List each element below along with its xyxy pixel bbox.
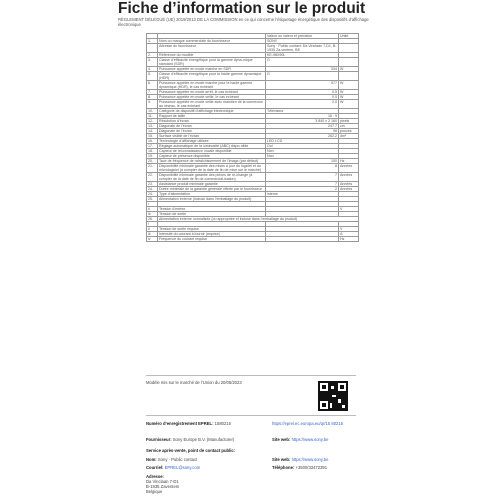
row-label: Classe d’efficacité énergétique pour la haute gamme dynamique (HDR) xyxy=(158,72,266,81)
row-number: 24. xyxy=(147,192,158,197)
row-number: 9. xyxy=(147,100,158,109)
row-unit: W xyxy=(339,81,359,90)
row-number: 20. xyxy=(147,159,158,164)
row-unit: Années xyxy=(339,182,359,187)
header-value: Valeur ou valeur et précision xyxy=(266,34,339,39)
row-value: 7 xyxy=(266,173,339,182)
qr-code xyxy=(318,381,348,411)
row-number: 1. xyxy=(147,39,158,44)
site2-label: Site web: xyxy=(272,457,291,462)
row-label: Réglage automatique de la luminosité (ABC) dispo-nible xyxy=(158,144,266,149)
row-label: Tension d’entrée xyxy=(158,207,266,212)
row-number: 12. xyxy=(147,119,158,124)
row-number: 26. xyxy=(147,217,158,222)
row-number: 21. xyxy=(147,164,158,173)
row-label: Classe d’efficacité énergétique pour la gamme dyna-mique standard (SDR) xyxy=(158,58,266,67)
row-label: Référence du modèle xyxy=(158,53,266,58)
eprel-link[interactable]: https://eprel.ec.europa.eu/qr/15 80215 xyxy=(272,421,344,426)
row-label: Puissance appelée en mode veille, le cas échéant xyxy=(158,95,266,100)
row-value: SONY xyxy=(266,39,339,44)
site2-link[interactable]: https://www.sony.be xyxy=(291,457,329,462)
site2-line xyxy=(272,457,329,462)
row-unit: pouces xyxy=(339,129,359,134)
row-label: Tension de sortie requise xyxy=(158,227,266,232)
row-label: Durée minimale de la garantie générale offerte par le fournisseur xyxy=(158,187,266,192)
row-unit: A xyxy=(339,232,359,237)
row-value: Sony · Public contact: Da Vinclaan 7-D1, B-1935 Za-ventem, BE xyxy=(266,44,339,53)
row-number: 17. xyxy=(147,144,158,149)
row-label: Type d’alimentation xyxy=(158,192,266,197)
row-number: ii xyxy=(147,207,158,212)
divider xyxy=(146,415,356,416)
name-label: Nom: xyxy=(146,457,157,462)
row-number: 15. xyxy=(147,134,158,139)
row-value: 2 xyxy=(266,187,339,192)
row-value: Non xyxy=(266,154,339,159)
email-line xyxy=(146,465,200,470)
row-unit: Années xyxy=(339,187,359,192)
row-number: 25. xyxy=(147,197,158,202)
table-row xyxy=(147,173,359,182)
row-value: G xyxy=(266,72,339,81)
email-label: Courriel: xyxy=(146,465,164,470)
row-label: Puissance appelée en mode marche pour la haute gamme dynamique (HDR), le cas échéant xyxy=(158,81,266,90)
row-label: Alimentation externe (incluse dans l’emballage du produit) xyxy=(158,197,266,202)
eprel-line xyxy=(146,421,231,426)
supplier-value: Sony Europe B.V. (Manufacturer) xyxy=(172,437,235,442)
row-value: 0.5 xyxy=(266,90,339,95)
row-label: Nom ou marque commerciale du fournisseur xyxy=(158,39,266,44)
row-unit: V xyxy=(339,227,359,232)
row-number: 24. xyxy=(147,187,158,192)
row-label: Disponibilité minimale garantie des mises à jour du logiciel et du micrologiciel (à compter de la date de fin de mise sur le marché) xyxy=(158,164,266,173)
row-label: Surface visible de l’écran xyxy=(158,134,266,139)
row-number: 7. xyxy=(147,90,158,95)
row-number: 8. xyxy=(147,95,158,100)
row-value: 100 xyxy=(266,159,339,164)
site-link[interactable]: https://www.sony.be xyxy=(291,437,329,442)
row-label: Diagonale de l’écran xyxy=(158,129,266,134)
row-unit xyxy=(339,44,359,53)
address-line-2: B-1935 Zaventem xyxy=(146,484,180,489)
row-label: Disponibilité minimale garantie des pièces de re-change (à compter de la date de fin de commercial-isation) xyxy=(158,173,266,182)
row-number: 3. xyxy=(147,58,158,67)
sub-row xyxy=(147,237,359,242)
row-unit: dm² xyxy=(339,134,359,139)
row-unit xyxy=(339,58,359,67)
row-label: Fréquence du courant requise xyxy=(158,237,266,242)
page-title: Fiche d’information sur le produit xyxy=(118,0,366,17)
row-number: 10. xyxy=(147,109,158,114)
table-row xyxy=(147,100,359,109)
site-line xyxy=(272,437,329,442)
row-number: iv xyxy=(147,237,158,242)
row-number: 6. xyxy=(147,81,158,90)
row-number: iii xyxy=(147,232,158,237)
row-label: Rapport de taille xyxy=(158,114,266,119)
spec-table xyxy=(146,33,359,242)
row-number xyxy=(147,44,158,53)
address-block xyxy=(146,474,179,494)
site-label: Site web: xyxy=(272,437,291,442)
regulation-text: RÈGLEMENT DÉLÉGUÉ (UE) 2019/2013 DE LA COMMISSION en ce qui concerne l’étiquetage énergétique des dispositifs d’affichage électronique xyxy=(118,17,369,27)
row-value: Oui xyxy=(266,144,339,149)
row-value: 0.5 xyxy=(266,95,339,100)
supplier-label: Fournisseur: xyxy=(146,437,172,442)
row-label: Puissance appelée en mode arrêt, le cas échéant xyxy=(158,90,266,95)
row-label: Alimentation externe normalisée (ou appropriée et incluse dans l’emballage du produit) xyxy=(158,217,359,222)
row-label: Adresse du fournisseur xyxy=(158,44,266,53)
row-value: KE-98X90L xyxy=(266,53,339,58)
eprel-value: 1580215 xyxy=(214,421,231,426)
table-row xyxy=(147,58,359,67)
row-number: iii xyxy=(147,212,158,217)
row-unit: Hz xyxy=(339,237,359,242)
row-value: 577 xyxy=(266,81,339,90)
row-value: LED LCD xyxy=(266,139,339,144)
row-label: Intensité du courant à fournir (requise) xyxy=(158,232,266,237)
row-label: Taux de fréquence de rafraîchissement de l’image (par défaut) xyxy=(158,159,266,164)
row-unit: W xyxy=(339,90,359,95)
row-number: 19. xyxy=(147,154,158,159)
row-unit: V xyxy=(339,207,359,212)
address-label: Adresse: xyxy=(146,474,164,479)
service-heading: Service après-vente, point de contact public: xyxy=(146,448,236,453)
row-value: 16 : 9 xyxy=(266,114,339,119)
row-number: 14. xyxy=(147,129,158,134)
name-line xyxy=(146,457,197,462)
row-unit: cm xyxy=(339,124,359,129)
row-number: 11. xyxy=(147,114,158,119)
row-label: Puissance appelée en mode marche en SDR xyxy=(158,67,266,72)
row-label: Assistance produit minimale garantie xyxy=(158,182,266,187)
row-number: 22. xyxy=(147,173,158,182)
phone-label: Téléphone: xyxy=(272,465,295,470)
row-number: 5. xyxy=(147,72,158,81)
row-number: 2. xyxy=(147,53,158,58)
row-unit: Années xyxy=(339,164,359,173)
header-unit: Unité xyxy=(339,34,359,39)
row-value: 7 xyxy=(266,182,339,187)
row-number: 16. xyxy=(147,139,158,144)
row-value: 262.2 xyxy=(266,134,339,139)
name-value: Sony · Public contact xyxy=(157,457,198,462)
row-label: Capteur de présence disponible xyxy=(158,154,266,159)
row-value: Non xyxy=(266,149,339,154)
row-unit: W xyxy=(339,95,359,100)
row-number: ii xyxy=(147,227,158,232)
row-unit: Années xyxy=(339,173,359,182)
row-value: 8 xyxy=(266,164,339,173)
row-label: Catégorie de dispositif d’affichage électronique xyxy=(158,109,266,114)
row-unit xyxy=(339,72,359,81)
market-note: Modèle mis sur le marché de l’Union du 20/05/2023 xyxy=(146,380,242,385)
table-row xyxy=(147,72,359,81)
row-number: i xyxy=(147,222,158,227)
supplier-line xyxy=(146,437,234,442)
table-row xyxy=(147,44,359,53)
row-label: Diagonale de l’écran xyxy=(158,124,266,129)
address-line-3: Belgique xyxy=(146,489,163,494)
row-number: 4. xyxy=(147,67,158,72)
row-number: 13. xyxy=(147,124,158,129)
table-row xyxy=(147,164,359,173)
divider xyxy=(146,375,356,376)
row-value xyxy=(266,237,339,242)
row-value: Téléviseur xyxy=(266,109,339,114)
row-label: Résolution d’écran xyxy=(158,119,266,124)
row-value: G xyxy=(266,58,339,67)
row-number: 23. xyxy=(147,182,158,187)
row-label: Tension de sortie xyxy=(158,212,266,217)
row-label: Technologie d’affichage utilisée xyxy=(158,139,266,144)
row-unit: W xyxy=(339,100,359,109)
address-line-1: Da Vinclaan 7-D1 xyxy=(146,479,179,484)
row-unit: W xyxy=(339,67,359,72)
row-value: interne xyxy=(266,192,339,197)
row-unit: Hz xyxy=(339,159,359,164)
row-value: 334 xyxy=(266,67,339,72)
phone-line xyxy=(272,465,327,470)
email-link[interactable]: EPREL@sony.com xyxy=(164,465,201,470)
eprel-label: Numéro d’enregistrement EPREL: xyxy=(146,421,214,426)
row-label: Capteur de reconnaissance vocale disponible xyxy=(158,149,266,154)
row-number: i xyxy=(147,202,158,207)
table-row xyxy=(147,81,359,90)
row-number: 18. xyxy=(147,149,158,154)
phone-value: +3500/33472391 xyxy=(295,465,328,470)
row-value: 98 xyxy=(266,129,339,134)
row-value: 3 840 x 2 160 xyxy=(266,119,339,124)
row-label: Puissance appelée en mode veille avec maintien de la connexion au réseau, le cas échéant xyxy=(158,100,266,109)
row-unit: pixels xyxy=(339,119,359,124)
row-value: 2.0 xyxy=(266,100,339,109)
row-value: 247.7 xyxy=(266,124,339,129)
